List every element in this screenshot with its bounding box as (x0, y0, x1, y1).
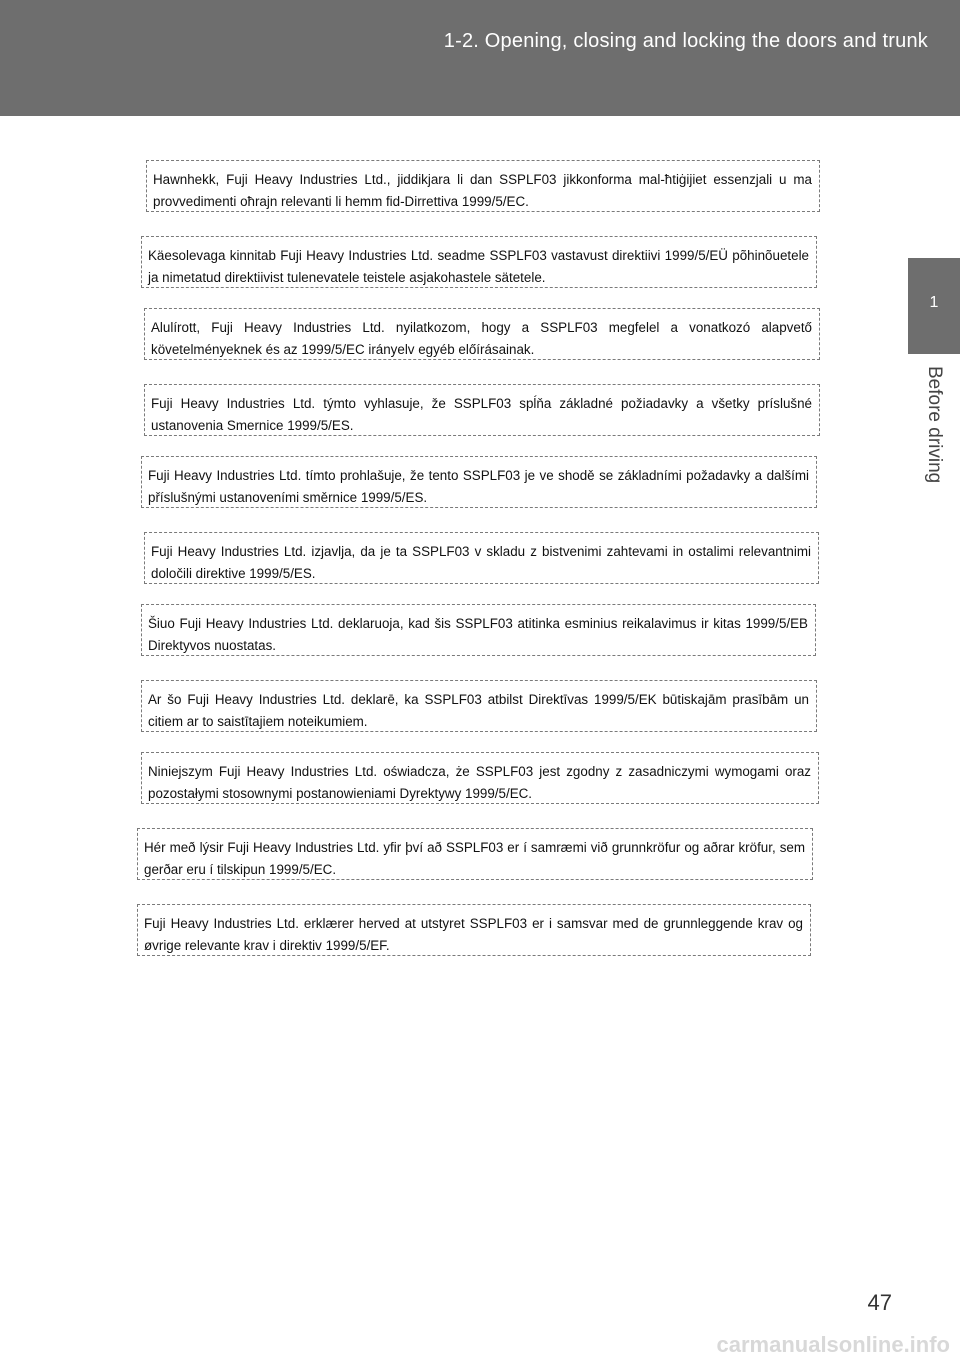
declaration-text: Hawnhekk, Fuji Heavy Industries Ltd., jiddikjara li dan SSPLF03 jikkonforma mal-ħtiġijiet essenzjali u ma provvedimenti oħrajn relevanti li hemm fid-Dirrettiva 1999/5/EC. (153, 172, 812, 209)
chapter-number: 1 (929, 294, 939, 311)
declaration-box-czech (141, 456, 817, 508)
declaration-box-slovenian (144, 532, 819, 584)
section-title: 1-2. Opening, closing and locking the doors and trunk (443, 30, 928, 52)
declaration-box-maltese (146, 160, 820, 212)
declaration-text: Alulírott, Fuji Heavy Industries Ltd. nyilatkozom, hogy a SSPLF03 megfelel a vonatkozó alapvető követelményeknek és az 1999/5/EC irányelv egyéb előírásainak. (151, 320, 812, 357)
chapter-label: Before driving (924, 366, 945, 484)
declaration-box-norwegian (137, 904, 811, 956)
watermark: carmanualsonline.info (716, 1332, 950, 1357)
chapter-tab (908, 258, 960, 354)
declaration-box-lithuanian (141, 604, 816, 656)
page-header (0, 0, 960, 116)
declaration-text: Fuji Heavy Industries Ltd. týmto vyhlasuje, že SSPLF03 spĺňa základné požiadavky a všetky príslušné ustanovenia Smernice 1999/5/ES. (151, 396, 812, 433)
declaration-text: Ar šo Fuji Heavy Industries Ltd. deklarē, ka SSPLF03 atbilst Direktīvas 1999/5/EK būtiskajām prasībām un citiem ar to saistītajiem noteikumiem. (148, 692, 809, 729)
declaration-text: Fuji Heavy Industries Ltd. tímto prohlašuje, že tento SSPLF03 je ve shodě se základními požadavky a dalšími příslušnými ustanoveními směrnice 1999/5/ES. (148, 468, 809, 505)
declaration-text: Käesolevaga kinnitab Fuji Heavy Industries Ltd. seadme SSPLF03 vastavust direktiivi 1999/5/EÜ põhinõuetele ja nimetatud direktiivist tulenevatele teistele asjakohastele sätetele. (148, 248, 809, 285)
declaration-box-hungarian (144, 308, 820, 360)
chapter-tab-label (908, 354, 960, 514)
declaration-text: Fuji Heavy Industries Ltd. erklærer herved at utstyret SSPLF03 er i samsvar med de grunnleggende krav og øvrige relevante krav i direktiv 1999/5/EF. (144, 916, 803, 953)
declaration-text: Hér með lýsir Fuji Heavy Industries Ltd. yfir því að SSPLF03 er í samræmi við grunnkröfur og aðrar kröfur, sem gerðar eru í tilskipun 1999/5/EC. (144, 840, 805, 877)
declaration-box-slovak (144, 384, 820, 436)
declaration-box-latvian (141, 680, 817, 732)
declaration-box-estonian (141, 236, 817, 288)
page-number: 47 (867, 1290, 892, 1315)
declaration-text: Fuji Heavy Industries Ltd. izjavlja, da je ta SSPLF03 v skladu z bistvenimi zahtevami in ostalimi relevantnimi določili direktive 1999/5/ES. (151, 544, 811, 581)
declaration-text: Šiuo Fuji Heavy Industries Ltd. deklaruoja, kad šis SSPLF03 atitinka esminius reikalavimus ir kitas 1999/5/EB Direktyvos nuostatas. (148, 616, 808, 653)
declaration-box-icelandic (137, 828, 813, 880)
declaration-box-polish (141, 752, 819, 804)
declaration-text: Niniejszym Fuji Heavy Industries Ltd. oświadcza, że SSPLF03 jest zgodny z zasadniczymi wymogami oraz pozostałymi stosownymi postanowieniami Dyrektywy 1999/5/EC. (148, 764, 811, 801)
